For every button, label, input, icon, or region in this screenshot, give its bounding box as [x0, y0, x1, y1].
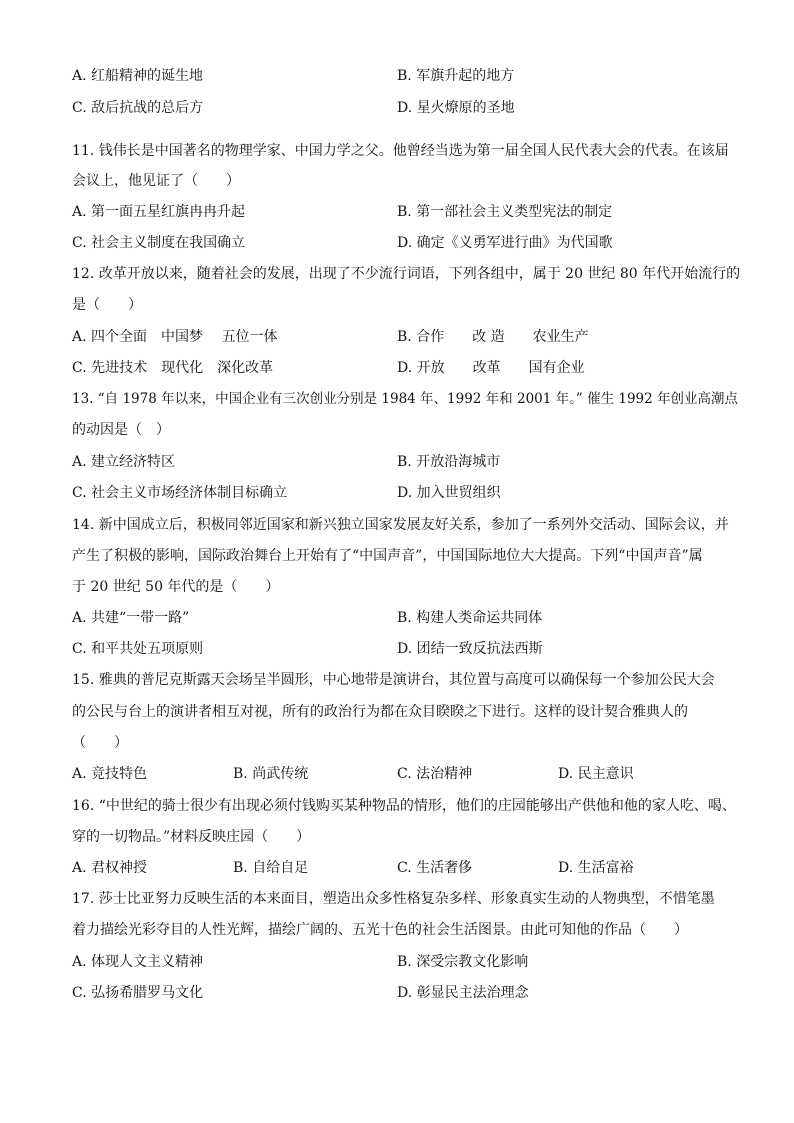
option-c: C. 敌后抗战的总后方	[72, 100, 204, 116]
question-12-text: 12. 改革开放以来，随着社会的发展，出现了不少流行词语，下列各组中，属于 20 世纪 80 年代开始流行的	[72, 266, 741, 282]
option-d: D. 开放 改革 国有企业	[397, 360, 585, 376]
question-16-text: 16. “中世纪的骑士很少有出现必须付钱购买某种物品的情形，他们的庄园能够出产供他和他的家人吃、喝、	[72, 798, 736, 814]
question-17-text: 着力描绘光彩夺目的人性光辉，描绘广阔的、五光十色的社会生活图景。由此可知他的作品（ ）	[72, 922, 688, 938]
option-d: D. 加入世贸组织	[397, 485, 501, 501]
option-b: B. 尚武传统	[233, 766, 309, 782]
option-d: D. 确定《义勇军进行曲》为代国歌	[397, 235, 613, 251]
option-a: A. 体现人文主义精神	[72, 954, 204, 970]
question-14-text: 产生了积极的影响，国际政治舞台上开始有了“中国声音”，中国国际地位大大提高。下列“中国声音”属	[72, 548, 703, 564]
option-a: A. 第一面五星红旗冉冉升起	[72, 204, 246, 220]
option-b: B. 开放沿海城市	[397, 454, 501, 470]
option-a: A. 共建“一带一路”	[72, 610, 190, 626]
option-c: C. 法治精神	[397, 766, 473, 782]
option-b: B. 深受宗教文化影响	[397, 954, 529, 970]
option-d: D. 彰显民主法治理念	[397, 985, 529, 1001]
option-c: C. 社会主义市场经济体制目标确立	[72, 485, 288, 501]
question-17-text: 17. 莎士比亚努力反映生活的本来面目，塑造出众多性格复杂多样、形象真实生动的人物典型，不惜笔墨	[72, 891, 715, 907]
question-14-text: 于 20 世纪 50 年代的是（ ）	[72, 579, 280, 595]
option-a: A. 君权神授	[72, 860, 148, 876]
question-13-text: 的动因是（ ）	[72, 422, 170, 438]
option-c: C. 和平共处五项原则	[72, 641, 204, 657]
option-b: B. 合作 改 造 农业生产	[397, 329, 589, 345]
option-c: C. 弘扬希腊罗马文化	[72, 985, 204, 1001]
question-11-text: 会议上，他见证了（ ）	[72, 173, 240, 189]
option-a: A. 竞技特色	[72, 766, 148, 782]
option-d: D. 星火燎原的圣地	[397, 100, 515, 116]
question-16-text: 穿的一切物品。”材料反映庄园（ ）	[72, 829, 311, 845]
question-13-text: 13. “自 1978 年以来，中国企业有三次创业分别是 1984 年、1992 年和 2001 年。” 催生 1992 年创业高潮点	[72, 391, 739, 407]
option-a: A. 四个全面 中国梦 五位一体	[72, 329, 278, 345]
option-b: B. 第一部社会主义类型宪法的制定	[397, 204, 613, 220]
option-b: B. 构建人类命运共同体	[397, 610, 543, 626]
question-11-text: 11. 钱伟长是中国著名的物理学家、中国力学之父。他曾经当选为第一届全国人民代表大会的代表。在该届	[72, 143, 729, 159]
option-d: D. 生活富裕	[558, 860, 634, 876]
option-d: D. 团结一致反抗法西斯	[397, 641, 543, 657]
option-c: C. 先进技术 现代化 深化改革	[72, 360, 274, 376]
option-c: C. 生活奢侈	[397, 860, 473, 876]
option-a: A. 建立经济特区	[72, 454, 176, 470]
option-a: A. 红船精神的诞生地	[72, 68, 204, 84]
option-b: B. 自给自足	[233, 860, 309, 876]
question-12-text: 是（ ）	[72, 297, 142, 313]
option-b: B. 军旗升起的地方	[397, 68, 515, 84]
option-d: D. 民主意识	[558, 766, 634, 782]
question-15-text: （ ）	[72, 735, 128, 751]
option-c: C. 社会主义制度在我国确立	[72, 235, 246, 251]
question-15-text: 15. 雅典的普尼克斯露天会场呈半圆形，中心地带是演讲台，其位置与高度可以确保每一个参加公民大会	[72, 672, 715, 688]
question-14-text: 14. 新中国成立后，积极同邻近国家和新兴独立国家发展友好关系，参加了一系列外交活动、国际会议，并	[72, 517, 729, 533]
question-15-text: 的公民与台上的演讲者相互对视，所有的政治行为都在众目睽睽之下进行。这样的设计契合雅典人的	[72, 704, 688, 720]
